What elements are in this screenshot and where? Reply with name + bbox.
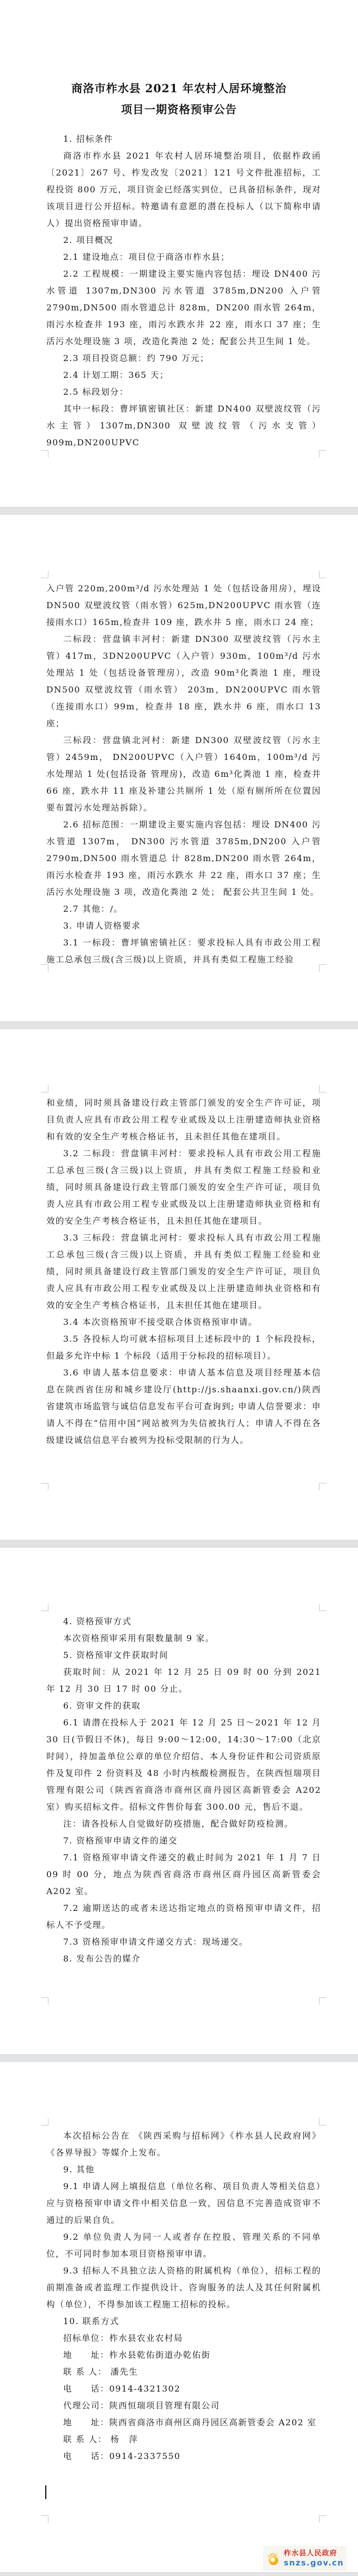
page-body [0,2062,358,2465]
title-line-1: 商洛市柞水县 2021 年农村人居环境整治 [71,82,287,95]
paragraph: 电 话：0914-2337550 [63,2451,181,2461]
page-break-gap [0,1021,358,1029]
paragraph: 和业绩，同时须具备建设行政主管部门颁发的安全生产许可证，项目负责人应具有市政公用工程专业贰级及以上注册建造师执业资格和有效的安全生产考核合格证书，且未担任其他在建项目。 [46,1098,321,1141]
paragraph: 3.3 三标段：营盘镇北河村：要求投标人具有市政公用工程施工总承包三级(含三级)以上资质，并具有类似工程施工经验和业绩，同时须具备建设行政主管部门颁发的安全生产许可证，项目负责人应具有市政公用工程专业贰级及以上注册建造师执业资格和有效的安全生产考核合格证书，且未担任其他在建项目。 [46,1233,321,1310]
page-break-gap [0,2572,358,2576]
document-page-1[interactable] [0,0,358,507]
text-cursor [45,2485,46,2499]
watermark-text [284,2549,344,2568]
paragraph: 其中一标段：曹坪镇密镇社区：新建 DN400 双壁波纹管（污水主管）1307m,DN300 双壁波纹管（污水支管）909m,DN200UPVC [46,404,321,447]
text-boundary-mark [41,1997,48,2005]
paragraph: 3.5 各投标人均可就本招标项目上述标段中的 1 个标段投标，但最多允许中标 1 个标段（适用于分标段的招标项目）。 [46,1334,321,1361]
paragraph: 7.3 资格预审申请文件递交方式：现场递交。 [63,1937,248,1947]
page-body [0,1548,358,1967]
text-boundary-mark [41,964,48,972]
page-break-gap [0,2054,358,2062]
watermark-site-url: snzs.gov.cn [284,2558,344,2568]
page-break-gap [0,507,358,515]
paragraph: 3. 申请人资格要求 [63,921,141,931]
document-page-5[interactable] [0,2062,358,2572]
paragraph: 2.5 标段划分： [63,387,129,397]
text-boundary-mark [319,2118,326,2125]
text-boundary-mark [41,1604,48,1611]
paragraph: 3.6 申请人基本信息要求：申请人基本信息及项目经理基本信息在陕西省住房和城乡建设厅(http://js.shaanxi.gov.cn/)陕西省建筑市场监管与诚信信息发布平台可查询到; 申请人信誉要求：申请人不得在“信用中国”网站被列为失信被执行人；申请人不得在各级建设诚信信息平台被列为投标受限制的行为人。 [46,1368,321,1445]
page-break-gap [0,1540,358,1548]
document-page-4[interactable] [0,1548,358,2054]
site-watermark [263,2546,346,2571]
paragraph: 2.6 招标范围：一期建设主要实施内容包括：埋设 DN400 污水管道 1307m， DN300 污水管道 3785m,DN200 入户管 2790m,DN500 雨水管道总 计 828m,DN200 雨水管 264m，雨污水检查井 193 座，雨污水跌水 井 22 座，雨水口 37 座；生活污水处理设施 3 项，改造化粪池 2 处； 配套公共卫生间 1 处。 [46,819,321,897]
paragraph: 获取时间：从 2021 年 12 月 25 日 09 时 00 分到 2021 年 12 月 30 日 17 时 00 分止。 [46,1667,321,1694]
text-boundary-mark [319,1085,326,1092]
text-boundary-mark [41,2515,48,2523]
text-boundary-mark [41,2118,48,2125]
text-boundary-mark [319,1997,326,2005]
text-boundary-mark [319,1604,326,1611]
paragraph: 招标单位：柞水县农业农村局 [63,2333,183,2343]
document-page-2[interactable] [0,515,358,1021]
paragraph: 4. 资格预审方式 [63,1616,132,1626]
watermark-site-name: 柞水县人民政府 [284,2549,337,2558]
paragraph: 9.1 申请人网上填报信息（单位名称、项目负责人等相关信息）应与资格预审申请文件中相关信息一致，因信息不完善造成资审不通过的后果自负。 [46,2181,321,2225]
paragraph: 2.7 其他：/。 [63,904,123,914]
paragraph: 商洛市柞水县 2021 年农村人居环境整治项目，依据柞政函〔2021〕267 号、柞发改发〔2021〕121 号文件批准招标，工程投资 800 万元，项目资金已经落实到位，已具备招标条件，现对该项目进行公开招标。特邀请有意愿的潜在投标人（以下简称申请人）提出资格预审申请。 [46,151,321,228]
paragraph: 地 址：柞水县乾佑街道办乾佑街 [63,2350,211,2360]
text-boundary-mark [319,2515,326,2523]
text-boundary-mark [319,571,326,578]
paragraph: 3.2 二标段：营盘镇丰河村：要求投标人具有市政公用工程施工总承包三级(含三级)以上资质，并具有类似工程施工经验和业绩，同时须具备建设行政主管部门颁发的安全生产许可证，项目负责人应具有市政公用工程专业贰级及以上注册建造师执业资格和有效的安全生产考核合格证书，且未担任其他在建项目。 [46,1148,321,1226]
paragraph: 地 址：陕西省商洛市商州区商丹园区高新管委会 A202 室 [63,2417,317,2427]
government-site-paw-icon [266,2551,281,2566]
paragraph: 9. 其他 [63,2164,95,2174]
paragraph: 电 话：0914-4321302 [63,2384,181,2394]
paragraph: 入户管 220m,200m³/d 污水处理站 1 处（包括设备用房），埋设 DN500 双壁波纹管（雨水管）625m,DN200UPVC 雨水管（连接雨水口）165m,检查井 109 座，跌水井 5 座，雨水口 24 座； [46,583,321,627]
paragraph: 联 系 人： 潘先生 [63,2367,138,2377]
paragraph: 本次资格预审采用有限数量制 9 家。 [63,1633,215,1643]
paragraph: 3.1 一标段：曹坪镇密镇社区：要求投标人具有市政公用工程施工总承包三级(含三级)以上资质，并具有类似工程施工经验 [46,938,321,964]
paragraph: 9.3 招标人不具独立法人资格的附属机构（单位），招标工程的前期准备或者监理工作提供设计、咨询服务的法人及其任何附属机构（单位），不得参加该工程施工招标的投标。 [46,2266,321,2309]
paragraph: 本次招标公告在 《陕西采购与招标网》《柞水县人民政府网》《各界导报》等媒介上发布。 [46,2131,321,2158]
paragraph: 7. 资格预审申请文件的递交 [63,1836,178,1846]
paragraph: 2.2 工程规模：一期建设主要实施内容包括：埋设 DN400 污水管道 1307m,DN300 污水管道 3785m,DN200 入户管 2790m,DN500 雨水管道总计 828m，DN200 雨水管 264m，雨污水检查井 193 座，雨污水跌水井 22 座，雨水口 37 座；生活污水处理设施 3 项，改造化粪池 2 处；配套公共卫生间 1 处。 [46,269,321,346]
paragraph: 6. 资审文件的获取 [63,1701,141,1711]
text-boundary-mark [41,450,48,457]
text-boundary-mark [41,1483,48,1490]
text-boundary-mark [41,571,48,578]
title-line-2: 项目一期资格预审公告 [121,103,237,116]
text-boundary-mark [41,1085,48,1092]
paragraph: 7.2 逾期送达的或者未送达指定地点的资格预审申请文件，招标人不予受理。 [46,1903,321,1930]
paragraph: 注：请各投标人自觉做好防疫措施，配合做好防疫检测。 [63,1819,294,1829]
text-boundary-mark [319,450,326,457]
paragraph: 5. 资格预审文件获取时间 [63,1650,168,1660]
paragraph: 10. 联系方式 [63,2316,120,2326]
page-body [0,515,358,968]
paragraph: 7.1 资格预审申请文件递交的截止时间为 2021 年 1 月 7 日 09 时 00 分，地点为陕西省商洛市商州区商丹园区高新管委会 A202 室。 [46,1852,321,1896]
document-page-3[interactable] [0,1029,358,1540]
paragraph: 三标段：营盘镇北河村：新建 DN300 双壁波纹管（污水主管）2459m， DN200UPVC（入户管）1640m，100m³/d 污水处理站 1 处(包括设备 管理房)，改造 6m³化粪池 1 座，检查井 66 座，跌水井 11 座及补建公共厕所 1 处（原有厕所所在位置因要布置污水处理站拆除）。 [46,735,321,813]
paragraph: 8. 发布公告的媒介 [63,1954,141,1964]
page-title [21,78,337,120]
page-body [0,131,358,451]
paragraph: 联 系 人： 杨 萍 [63,2434,138,2444]
paragraph: 2.4 计划工期：365 天； [63,370,169,380]
paragraph: 3.4 本次资格预审不接受联合体资格预审申请。 [63,1317,258,1327]
page-body [0,1029,358,1449]
paragraph: 1. 招标条件 [63,134,113,144]
paragraph: 2.3 项目投资总额：约 790 万元； [63,353,210,363]
text-boundary-mark [319,964,326,972]
paragraph: 二标段：营盘镇丰河村：新建 DN300 双壁波纹管（污水主管）417m，3DN200UPVC（入户管）930m，100m³/d 污水处理站 1 处（包括设备管理房），改造 90m³化粪池 1 座，埋设 DN500 双壁波纹管（雨水管） 203m，DN200UPVC 雨水管（连接雨水口）99m，检查井 18 座，跌水井 6 座，雨水口 13 座； [46,634,321,728]
text-boundary-mark [319,1483,326,1490]
paragraph: 2. 项目概况 [63,235,113,245]
paragraph: 代理公司：陕西恒瑞项目管理有限公司 [63,2401,220,2411]
paragraph: 6.1 请潜在投标人于 2021 年 12 月 25 日～2021 年 12 月 30 日(节假日不休)，每日 9:00～12:00，14:30～17:00（北京时间），持加盖单位公章的单位介绍信、本人身份证件和公司资质原件及复印件 2 份资料及 48 小时内核酸检测报告，在陕西恒瑞项目管理有限公司（陕西省商洛市商州区商丹园区高新管委会 A202 室）购买招标文件。招标文件售价每套 300.00 元，售后不退。 [46,1718,321,1812]
paragraph: 9.2 单位负责人为同一人或者存在控股、管理关系的不同单位，不可同时参加本项目资格预审申请。 [46,2232,321,2259]
paragraph: 2.1 建设地点：项目位于商洛市柞水县； [63,252,230,262]
